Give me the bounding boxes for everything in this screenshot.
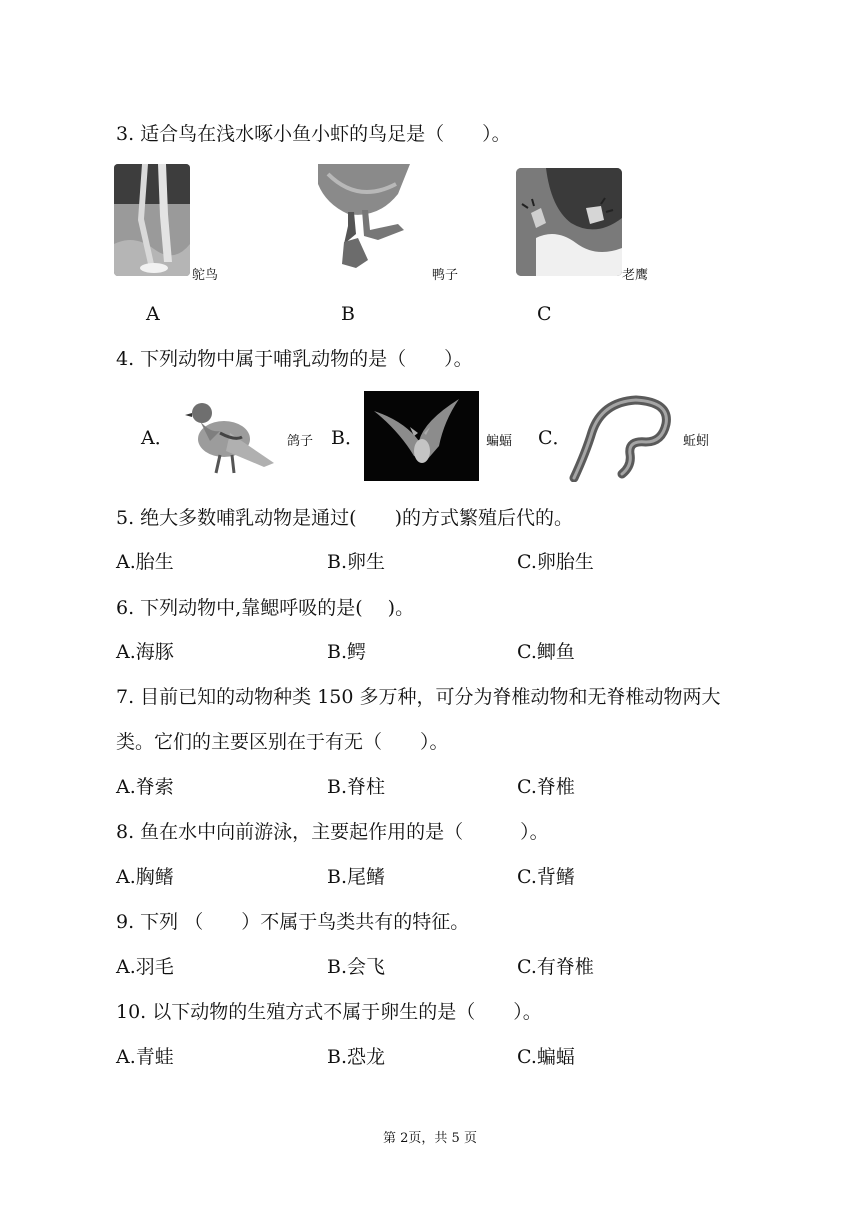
- bat-icon: [364, 391, 479, 481]
- q6-option-c: C.鲫鱼: [517, 641, 575, 663]
- caption-duck: 鸭子: [432, 268, 459, 283]
- earthworm-image: [566, 392, 678, 482]
- q6-option-a: A.海豚: [116, 641, 174, 663]
- question-8: 8. 鱼在水中向前游泳，主要起作用的是（ ）。: [116, 821, 549, 843]
- question-4: 4. 下列动物中属于哺乳动物的是（ ）。: [116, 348, 473, 370]
- q7-option-a: A.脊索: [116, 776, 174, 798]
- question-5: 5. 绝大多数哺乳动物是通过( )的方式繁殖后代的。: [116, 507, 573, 529]
- q5-option-b: B.卵生: [327, 551, 386, 573]
- q5-option-c: C.卵胎生: [517, 551, 594, 573]
- q10-option-b: B.恐龙: [327, 1046, 386, 1068]
- q4-option-a-letter: A．: [141, 427, 174, 449]
- duck-feet-image: [318, 164, 410, 276]
- caption-bat: 蝙蝠: [486, 434, 513, 449]
- q3-option-b-letter: B: [341, 303, 355, 325]
- pigeon-icon: [180, 393, 276, 481]
- q7-option-b: B.脊柱: [327, 776, 386, 798]
- q8-option-b: B.尾鳍: [327, 866, 386, 888]
- question-9: 9. 下列 （ ）不属于鸟类共有的特征。: [116, 911, 470, 933]
- q10-option-a: A.青蛙: [116, 1046, 174, 1068]
- question-7-line-1: 7. 目前已知的动物种类 150 多万种，可分为脊椎动物和无脊椎动物两大: [116, 686, 721, 708]
- ostrich-feet-image: [114, 164, 190, 276]
- bat-image: [364, 391, 479, 481]
- ostrich-feet-icon: [114, 164, 190, 276]
- question-6: 6. 下列动物中,靠鳃呼吸的是( )。: [116, 597, 415, 619]
- q9-option-b: B.会飞: [327, 956, 386, 978]
- question-7-line-2: 类。它们的主要区别在于有无（ ）。: [116, 731, 449, 753]
- caption-earthworm: 蚯蚓: [683, 434, 710, 449]
- q3-option-a-letter: A: [146, 303, 160, 325]
- q5-option-a: A.胎生: [116, 551, 174, 573]
- q8-option-c: C.背鳍: [517, 866, 575, 888]
- question-10: 10. 以下动物的生殖方式不属于卵生的是（ ）。: [116, 1001, 542, 1023]
- page-footer: 第 2页，共 5 页: [383, 1131, 477, 1146]
- eagle-feet-image: [516, 168, 622, 276]
- question-3: 3. 适合鸟在浅水啄小鱼小虾的鸟足是（ ）。: [116, 123, 511, 145]
- caption-eagle: 老鹰: [622, 268, 649, 283]
- q7-option-c: C.脊椎: [517, 776, 575, 798]
- earthworm-icon: [566, 392, 678, 482]
- q10-option-c: C.蝙蝠: [517, 1046, 575, 1068]
- q4-option-b-letter: B．: [331, 427, 364, 449]
- q8-option-a: A.胸鳍: [116, 866, 174, 888]
- q4-option-c-letter: C．: [538, 427, 572, 449]
- pigeon-image: [180, 393, 276, 481]
- duck-feet-icon: [318, 164, 410, 276]
- caption-ostrich: 鸵鸟: [192, 268, 219, 283]
- q9-option-a: A.羽毛: [116, 956, 174, 978]
- q3-option-c-letter: C: [537, 303, 552, 325]
- caption-pigeon: 鸽子: [287, 434, 314, 449]
- q9-option-c: C.有脊椎: [517, 956, 594, 978]
- eagle-feet-icon: [516, 168, 622, 276]
- q6-option-b: B.鳄: [327, 641, 367, 663]
